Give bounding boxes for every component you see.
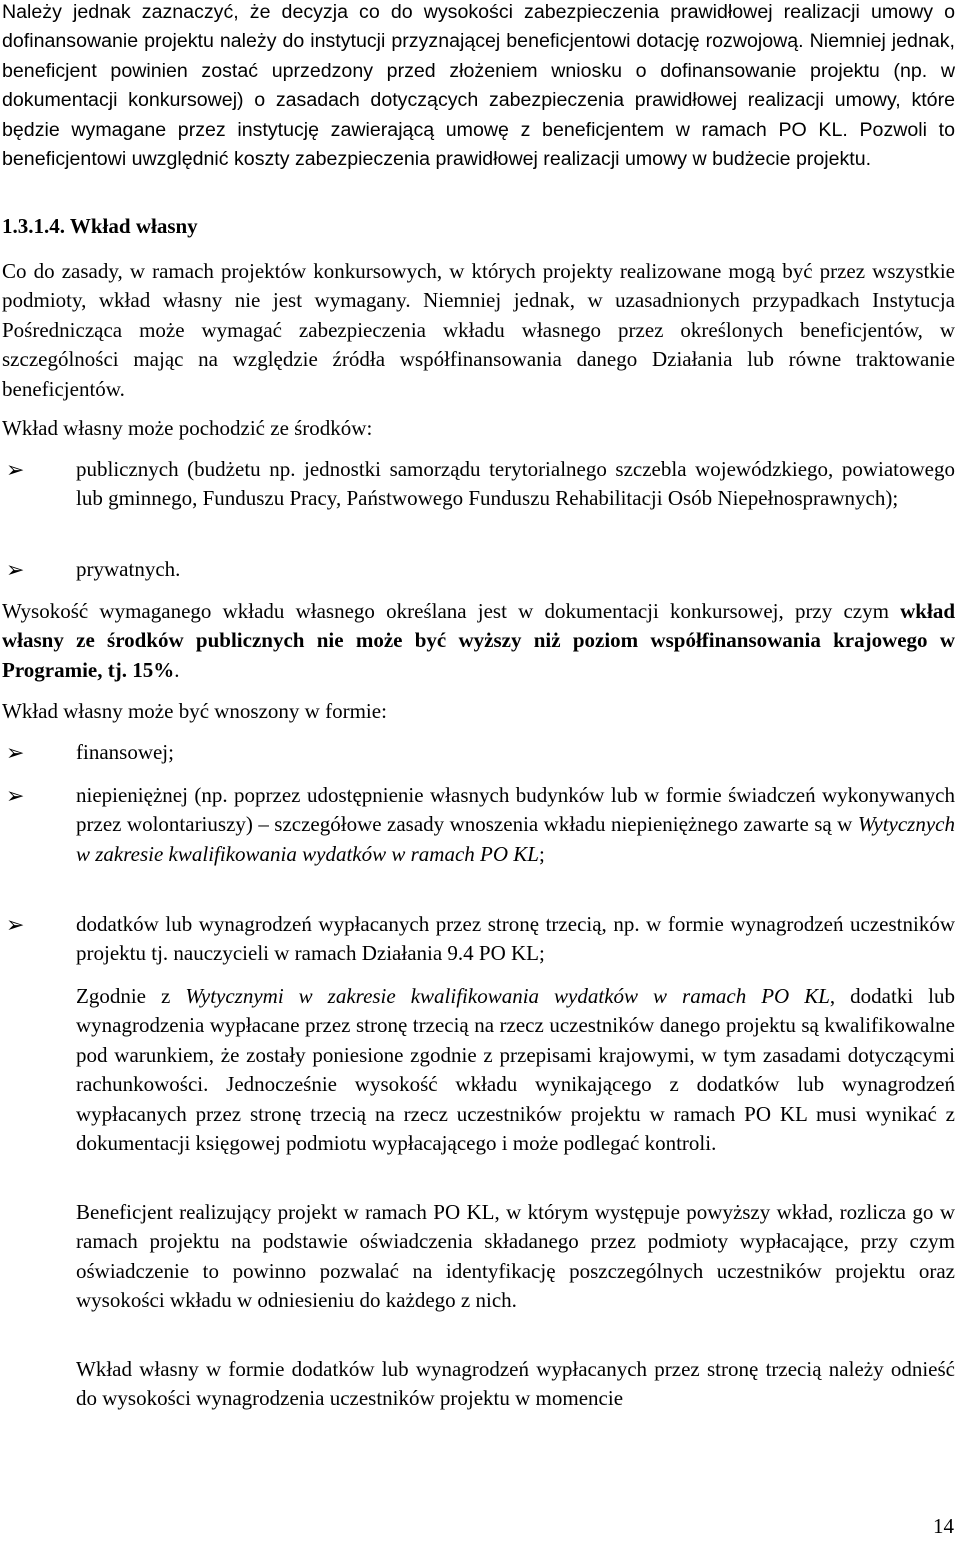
- list-item-private: prywatnych.: [76, 557, 181, 581]
- section-heading: 1.3.1.4. Wkład własny: [2, 214, 198, 238]
- arrow-bullet-icon: ➢: [6, 912, 25, 937]
- intro-paragraph: Należy jednak zaznaczyć, że decyzja co do wysokości zabezpieczenia prawidłowej realizacji umowy o dofinansowanie projektu należy do instytucji przyznającej beneficjentowi dotację rozwojową. Niemniej jednak, beneficjent powinien zostać uprzedzony przed złożeniem wniosku o dofinansowanie projektu (np. w dokumentacji konkursowej) o zasadach dotyczących zabezpieczenia prawidłowej realizacji umowy, które będzie wymagane przez instytucję zawierającą umowę z beneficjentem w ramach PO KL. Pozwoli to beneficjentowi uwzględnić koszty zabezpieczenia prawidłowej realizacji umowy w budżecie projektu.: [2, 1, 955, 171]
- list-item-nonmonetary: niepieniężnej (np. poprzez udostępnienie własnych budynków lub w formie świadczeń wykonywanych przez wolontariuszy) – szczegółowe zasady wnoszenia wkładu niepieniężnego zawarte są w Wytycznych w zakresie kwalifikowania wydatków w ramach PO KL;: [76, 783, 955, 866]
- indented-paragraph-contribution: Wkład własny w formie dodatków lub wynagrodzeń wypłacanych przez stronę trzecią należy odnieść do wysokości wynagrodzenia uczestników projektu w momencie: [76, 1357, 955, 1411]
- arrow-bullet-icon: ➢: [6, 740, 25, 765]
- arrow-bullet-icon: ➢: [6, 783, 25, 808]
- paragraph-amount: Wysokość wymaganego wkładu własnego określana jest w dokumentacji konkursowej, przy czym wkład własny ze środków publicznych nie może być wyższy niż poziom współfinansowania krajowego w Programie, tj. 15%.: [2, 599, 955, 682]
- arrow-bullet-icon: ➢: [6, 557, 25, 582]
- paragraph-forms: Wkład własny może być wnoszony w formie:: [2, 699, 387, 723]
- indented-paragraph-beneficiary: Beneficjent realizujący projekt w ramach PO KL, w którym występuje powyższy wkład, rozlicza go w ramach projektu na podstawie oświadczenia składanego przez podmioty wypłacające, przy czym oświadczenie to powinno pozwalać na identyfikację poszczególnych uczestników projektu oraz wysokości wkładu w odniesieniu do każdego z nich.: [76, 1200, 955, 1313]
- list-item-allowances: dodatków lub wynagrodzeń wypłacanych przez stronę trzecią, np. w formie wynagrodzeń uczestników projektu tj. nauczycieli w ramach Działania 9.4 PO KL;: [76, 912, 955, 966]
- page-number: 14: [933, 1514, 954, 1538]
- arrow-bullet-icon: ➢: [6, 457, 25, 482]
- list-item-financial: finansowej;: [76, 740, 174, 764]
- italic-reference: Wytycznych w zakresie kwalifikowania wydatków w ramach PO KL: [76, 812, 955, 866]
- paragraph-sources: Wkład własny może pochodzić ze środków:: [2, 416, 373, 440]
- paragraph-principle: Co do zasady, w ramach projektów konkursowych, w których projekty realizowane mogą być przez wszystkie podmioty, wkład własny nie jest wymagany. Niemniej jednak, w uzasadnionych przypadkach Instytucja Pośrednicząca może wymagać zabezpieczenia wkładu własnego przez określonych beneficjentów, w szczególności mając na względzie źródła współfinansowania danego Działania lub równe traktowanie beneficjentów.: [2, 259, 955, 401]
- list-item-public: publicznych (budżetu np. jednostki samorządu terytorialnego szczebla wojewódzkiego, powiatowego lub gminnego, Funduszu Pracy, Państwowego Funduszu Rehabilitacji Osób Niepełnosprawnych);: [76, 457, 955, 511]
- indented-paragraph-guidelines: Zgodnie z Wytycznymi w zakresie kwalifikowania wydatków w ramach PO KL, dodatki lub wynagrodzenia wypłacane przez stronę trzecią na rzecz uczestników danego projektu są kwalifikowalne pod warunkiem, że zostały poniesione zgodnie z przepisami krajowymi, w tym zasadami dotyczącymi rachunkowości. Jednocześnie wysokość wkładu wynikającego z dodatków lub wynagrodzeń wypłacanych przez stronę trzecią na rzecz uczestników projektu w ramach PO KL musi wynikać z dokumentacji księgowej podmiotu wypłacającego i może podlegać kontroli.: [76, 984, 955, 1156]
- bold-emphasis: wkład własny ze środków publicznych nie może być wyższy niż poziom współfinansowania krajowego w Programie, tj. 15%: [2, 599, 955, 682]
- italic-reference: Wytycznymi w zakresie kwalifikowania wydatków w ramach PO KL: [185, 984, 830, 1008]
